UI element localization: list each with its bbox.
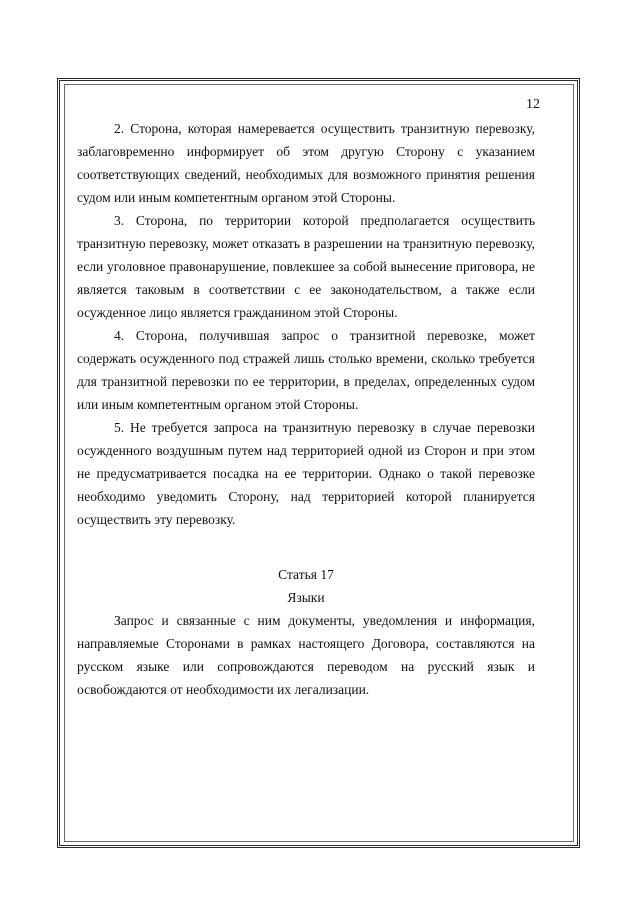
article-heading: Статья 17 <box>278 567 334 582</box>
document-body <box>77 117 535 701</box>
paragraph-5: 5. Не требуется запроса на транзитную перевозку в случае перевозки осужденного воздушным путем над территорией одной из Сторон и при этом не предусматривается посадка на ее территории. Однако о такой перевозке необходимо уведомить Сторону, над территорией которой планируется осуществить эту перевозку. <box>77 420 535 527</box>
paragraph-3: 3. Сторона, по территории которой предполагается осуществить транзитную перевозку, может отказать в разрешении на транзитную перевозку, если уголовное правонарушение, повлекшее за собой вынесение приговора, не является таковым в соответствии с ее законодательством, а также если осужденное лицо является гражданином этой Стороны. <box>77 213 535 320</box>
article-title: Языки <box>287 590 325 605</box>
paragraph-4: 4. Сторона, получившая запрос о транзитной перевозке, может содержать осужденного под стражей лишь столько времени, сколько требуется для транзитной перевозки по ее территории, в пределах, определенных судом или иным компетентным органом этой Стороны. <box>77 328 535 412</box>
paragraph-2: 2. Сторона, которая намеревается осуществить транзитную перевозку, заблаговременно информирует об этом другую Сторону с указанием соответствующих сведений, необходимых для возможного принятия решения судом или иным компетентным органом этой Стороны. <box>77 121 535 205</box>
article-17-text: Запрос и связанные с ним документы, уведомления и информация, направляемые Сторонами в рамках настоящего Договора, составляются на русском языке или сопровождаются переводом на русский язык и освобождаются от необходимости их легализации. <box>77 613 535 697</box>
article-17 <box>77 563 535 609</box>
page-number: 12 <box>526 97 540 112</box>
